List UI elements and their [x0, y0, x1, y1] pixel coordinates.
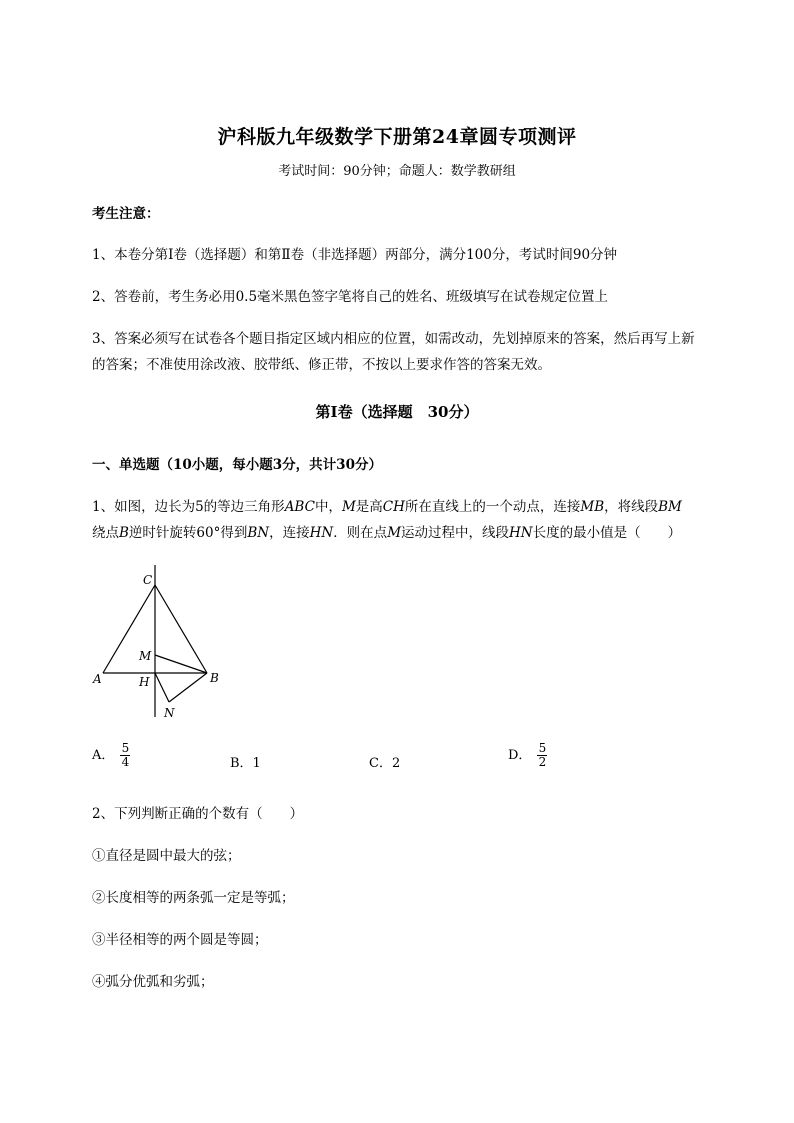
q1-text: 逆时针旋转60°得到 — [128, 525, 248, 541]
denominator: 2 — [538, 755, 547, 769]
notice-item-2: 2、答卷前，考生务必用0.5毫米黑色签字笔将自己的姓名、班级填写在试卷规定位置上 — [92, 289, 609, 305]
notice-heading: 考生注意： — [92, 206, 160, 222]
q1-var: M — [387, 525, 402, 541]
triangle-figure — [85, 565, 235, 725]
segment-mb — [155, 655, 207, 673]
q1-text: 长度的最小值是（ ） — [532, 525, 682, 541]
option-d-label: D． — [508, 748, 532, 763]
q1-text: ，连接 — [269, 525, 310, 541]
q2-statement-4: ④弧分优弧和劣弧； — [92, 974, 214, 990]
option-a[interactable] — [92, 742, 130, 769]
part-heading: 一、单选题（10小题，每小题3分，共计30分） — [92, 457, 382, 473]
q1-text: 1、如图，边长为5的等边三角形 — [92, 499, 285, 515]
label-a: A — [93, 672, 102, 686]
q1-text: 运动过程中，线段 — [401, 525, 510, 541]
q1-text: ，将线段 — [604, 499, 659, 515]
q1-text: 所在直线上的一个动点，连接 — [404, 499, 581, 515]
q2-statement-3: ③半径相等的两个圆是等圆； — [92, 932, 268, 948]
q1-text: 绕点 — [92, 525, 119, 541]
numerator: 5 — [121, 741, 130, 755]
q1-var: CH — [382, 499, 405, 515]
segment-hn — [155, 673, 169, 702]
question-1-line-2 — [92, 521, 681, 541]
q1-var: BM — [658, 499, 682, 515]
option-b[interactable]: B．1 — [230, 756, 261, 771]
segment-bn — [169, 673, 207, 702]
q1-var: ABC — [284, 499, 315, 515]
label-h: H — [139, 675, 150, 689]
denominator: 4 — [121, 755, 130, 769]
q1-var: M — [341, 499, 356, 515]
page-title: 沪科版九年级数学下册第24章圆专项测评 — [217, 126, 577, 148]
q1-text: 是高 — [355, 499, 383, 515]
notice-item-1: 1、本卷分第I卷（选择题）和第Ⅱ卷（非选择题）两部分，满分100分，考试时间90分钟 — [92, 247, 618, 263]
q1-var: MB — [580, 499, 605, 515]
exam-info: 考试时间：90分钟；命题人：数学教研组 — [278, 164, 516, 179]
option-a-label: A． — [92, 748, 115, 763]
notice-item-3-cont: 的答案；不准使用涂改液、胶带纸、修正带，不按以上要求作答的答案无效。 — [92, 357, 551, 373]
q1-var: HN — [309, 525, 334, 541]
question-1-line-1 — [92, 495, 682, 515]
q2-statement-1: ①直径是圆中最大的弦； — [92, 848, 241, 864]
q1-text: 中， — [314, 499, 342, 515]
label-b: B — [210, 671, 219, 685]
q2-statement-2: ②长度相等的两条弧一定是等弧； — [92, 890, 295, 906]
option-c[interactable]: C．2 — [369, 756, 401, 771]
q1-text: ．则在点 — [333, 525, 388, 541]
numerator: 5 — [538, 741, 547, 755]
q1-var: B — [119, 525, 129, 541]
label-n: N — [164, 706, 175, 720]
option-d[interactable] — [508, 742, 547, 769]
notice-item-3: 3、答案必须写在试卷各个题目指定区域内相应的位置，如需改动，先划掉原来的答案，然后再写上新 — [92, 331, 695, 347]
section-title: 第I卷（选择题 30分） — [315, 403, 479, 421]
q1-var: BN — [247, 525, 270, 541]
q1-var: HN — [509, 525, 533, 541]
question-2-stem: 2、下列判断正确的个数有（ ） — [92, 806, 304, 822]
label-c: C — [143, 573, 153, 587]
label-m: M — [139, 649, 152, 663]
option-d-fraction — [537, 742, 547, 769]
side-cb — [155, 585, 207, 673]
option-a-fraction — [120, 742, 130, 769]
